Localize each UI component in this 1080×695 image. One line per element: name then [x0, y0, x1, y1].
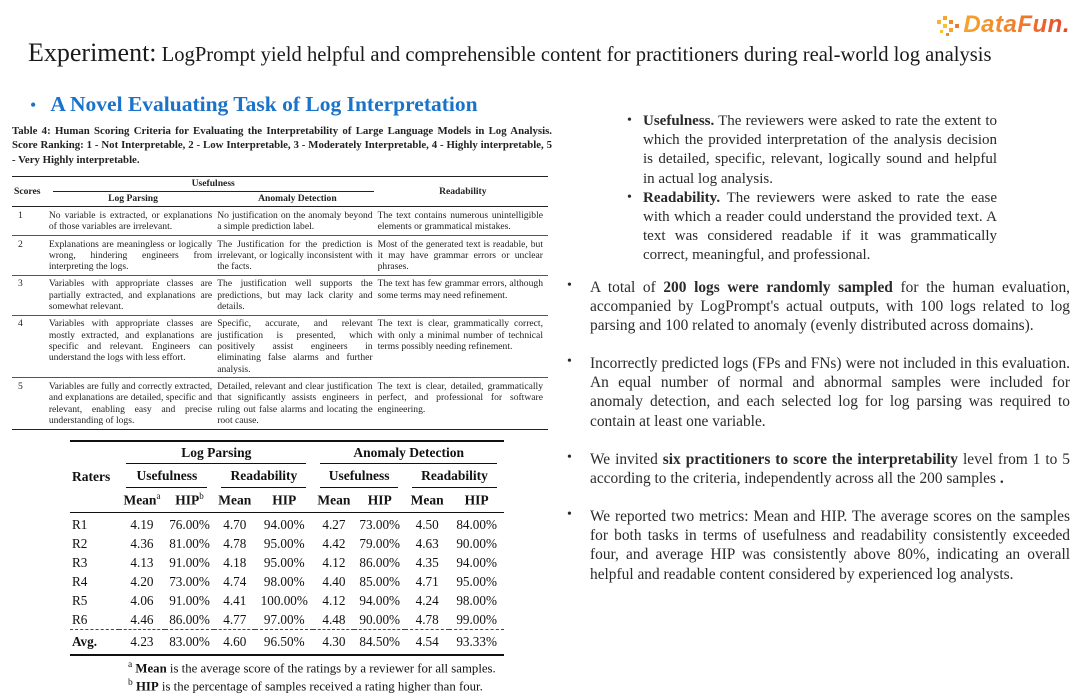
table-row: R5 4.06 91.00% 4.41 100.00% 4.12 94.00% 4.24 98.00%: [72, 592, 497, 608]
sub-readability: Readability: [214, 465, 313, 489]
table-row: R1 4.19 76.00% 4.70 94.00% 4.27 73.00% 4.50 84.00%: [72, 516, 497, 532]
criteria-row: 3 Variables with appropriate classes are partially extracted, and explanations are somewhat relevant. The justification well supports the predictions, but may lack clarity and details. The text has few grammar errors, although some terms may need refinement.: [12, 275, 548, 315]
col-readability: Readability: [378, 176, 548, 207]
col-usefulness: Usefulness: [49, 176, 378, 191]
criteria-row: 1 No variable is extracted, or explanations of those variables are irrelevant. No justification on the anomaly beyond a simple prediction label. The text contains numerous unintelligible elements or grammatical mistakes.: [12, 207, 548, 236]
results-table-wrap: [70, 440, 504, 695]
criteria-row: 5 Variables are fully and correctly extracted, and explanations are detailed, specific and relevant, enabling easy and precise understanding of logs. Detailed, relevant and clear justification that significantly assists engineers in ruling out false alarms and locating the root cause. The text is clear, detailed, grammatically perfect, and professional for software engineering.: [12, 378, 548, 429]
heading-bullet-icon: •: [30, 95, 37, 115]
group-anomaly-detection: Anomaly Detection: [313, 441, 504, 466]
footnote-mean: $^a$ Mean is the average score of the ratings by a reviewer for all samples.: [128, 660, 496, 676]
footnote-hip: $^b$ HIP is the percentage of samples received a rating higher than four.: [128, 678, 483, 694]
bullet-exclusion: • Incorrectly predicted logs (FPs and FNs) were not included in this evaluation. An equal number of normal and abnormal samples were included for anomaly detection, and each selected log for log parsing was required to contain at least one variable.: [567, 354, 1070, 430]
table-row: R6 4.46 86.00% 4.77 97.00% 4.48 90.00% 4.78 99.00%: [72, 611, 497, 627]
col-scores: Scores: [12, 176, 49, 207]
col-log-parsing: Log Parsing: [49, 192, 217, 207]
bullet-icon: •: [627, 113, 632, 128]
table-row: R3 4.13 91.00% 4.18 95.00% 4.12 86.00% 4.35 94.00%: [72, 554, 497, 570]
datafun-logo: [935, 10, 1070, 40]
right-column: [560, 112, 1072, 603]
table-footnotes: [128, 659, 504, 695]
col-raters: Raters: [70, 441, 119, 513]
bullet-metrics: • We reported two metrics: Mean and HIP. The average scores on the samples for both tasks in terms of usefulness and readability consistently exceeded four, and average HIP was consistently above 80%, indicating an overall helpful and readable content considered by experienced log analysts.: [567, 507, 1070, 583]
criteria-row: 2 Explanations are meaningless or logically wrong, hindering engineers from interpreting the logs. The Justification for the prediction is irrelevant, or logically inconsistent with the facts. Most of the generated text is readable, but it may have grammar errors or unclear phrases.: [12, 236, 548, 276]
criteria-header-row1: [12, 176, 548, 191]
bullet-icon: •: [567, 507, 572, 523]
title-rest: LogPrompt yield helpful and comprehensible content for practitioners during real-world log analysis: [156, 44, 992, 66]
section-heading-text: A Novel Evaluating Task of Log Interpretation: [50, 92, 478, 116]
results-subgroup-row: [70, 465, 504, 489]
usefulness-definition: • Usefulness. The reviewers were asked to rate the extent to which the provided interpretation of the analysis decision is detailed, specific, relevant, logically sound and helpful in actual log analysis.: [627, 112, 997, 189]
bullet-icon: •: [567, 277, 572, 293]
logo-wordmark: DataFun.: [963, 11, 1070, 38]
left-column: [12, 92, 552, 695]
results-group-row: [70, 441, 504, 466]
table-row: R2 4.36 81.00% 4.78 95.00% 4.42 79.00% 4.63 90.00%: [72, 535, 497, 551]
average-row: Avg. 4.23 83.00% 4.60 96.50% 4.30 84.50% 4.54 93.33%: [70, 630, 504, 656]
bullet-icon: •: [627, 189, 632, 205]
col-anomaly-detection: Anomaly Detection: [217, 192, 377, 207]
criteria-row: 4 Variables with appropriate classes are mostly extracted, and explanations are specific and relevant. Engineers can understand the logs with less effort. Specific, accurate, and relevant justification is presented, which positively assist engineers in eliminating false alarms and further analysis. The text is clear, grammatically correct, with only a minimal number of technical terms possibly needing refinement.: [12, 315, 548, 378]
group-log-parsing: Log Parsing: [119, 441, 313, 466]
sub-readability: Readability: [405, 465, 504, 489]
title-prefix: Experiment:: [28, 38, 157, 67]
results-table: [70, 440, 504, 657]
readability-definition: • Readability. The reviewers were asked to rate the ease with which a reader could understand the provided text. A text was considered readable if it was grammatically correct, meaningful, and professional.: [627, 189, 997, 266]
results-metric-row: Mean$^a$ HIP$^b$ Mean HIP Mean HIP Mean HIP: [70, 489, 504, 513]
table4-caption: Table 4: Human Scoring Criteria for Evaluating the Interpretability of Large Language Models in Log Analysis. Score Ranking: 1 - Not Interpretable, 2 - Low Interpretable, 3 - Moderately Interpretable, 4 - Highly interpretable, 5 - Very Highly interpretable.: [12, 125, 552, 166]
bullet-sampling: • A total of 200 logs were randomly sampled for the human evaluation, accompanied by LogPrompt's actual outputs, with 100 logs related to log parsing and 100 related to anomaly (evenly distributed across domains).: [567, 277, 1071, 334]
definition-bullets: [627, 112, 997, 266]
sub-usefulness: Usefulness: [313, 465, 405, 489]
bullet-practitioners: • We invited six practitioners to score the interpretability level from 1 to 5 according to the criteria, independently across all the 200 samples .: [567, 449, 1070, 487]
bullet-icon: •: [567, 354, 572, 370]
sub-usefulness: Usefulness: [119, 465, 214, 489]
criteria-table: [12, 176, 548, 430]
bullet-icon: •: [567, 449, 572, 465]
page-title: [28, 38, 1074, 68]
section-heading: [30, 92, 552, 117]
table-row: R4 4.20 73.00% 4.74 98.00% 4.40 85.00% 4.71 95.00%: [72, 573, 497, 589]
logo-pixels-icon: [935, 10, 961, 40]
